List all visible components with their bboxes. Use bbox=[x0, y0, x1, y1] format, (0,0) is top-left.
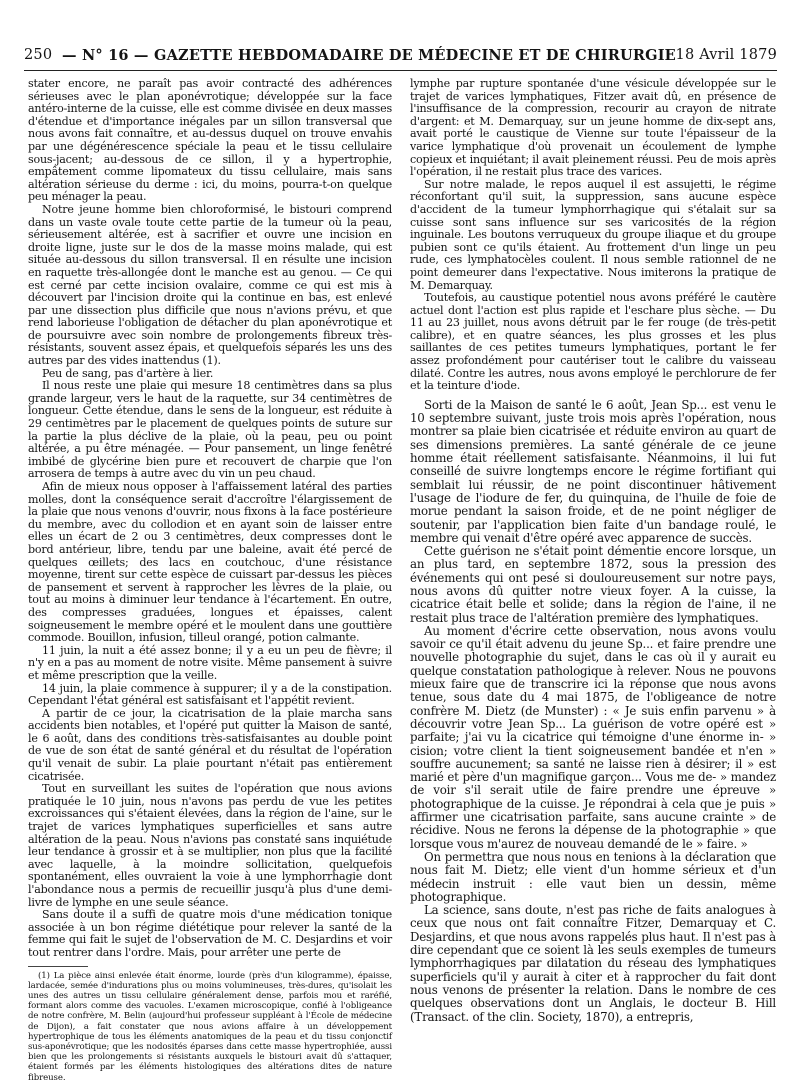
paragraph: On permettra que nous nous en tenions à la déclaration que nous fait M. Dietz; elle vient d'un homme sérieux et d'un médecin instruit : elle vaut bien un dessin, même photographique. bbox=[410, 849, 776, 904]
paragraph: Toutefois, au caustique potentiel nous avons préféré le cautère actuel dont l'action est plus rapide et l'eschare plus sèche. — Du 11 au 23 juillet, nous avons détruit par le fer rouge (de très-petit calibre), et en quatre séances, les plus grosses et les plus saillantes de ces petites tumeurs lymphatiques, portant le fer assez profondément pour cautériser tout le calibre du vaisseau dilaté. Contre les autres, nous avons employé le perchlorure de fer et la teinture d'iode. bbox=[410, 291, 776, 393]
issue-date: 18 Avril 1879 bbox=[675, 47, 777, 63]
page-header bbox=[24, 44, 777, 71]
paragraph: Peu de sang, pas d'artère à lier. bbox=[42, 366, 214, 380]
paragraph: stater encore, ne paraît pas avoir contracté des adhérences sérieuses avec le plan aponévrotique; développée sur la face antéro-interne de la cuisse, elle est comme divisée en deux masses d'étendue et d'importance inégales par un sillon transversal que nous avons fait connaître, et au-dessus duquel on trouve envahis par une dégénérescence spéciale la peau et le tissu cellulaire sous-jacent; au-dessous de ce sillon, il y a hypertrophie, empâtement comme lipomateux du tissu cellulaire, mais sans altération sérieuse du derme : ici, du moins, pourra-t-on quelque peu ménager la peau. bbox=[28, 77, 392, 204]
paragraph: Notre jeune homme bien chloroformisé, le bistouri comprend dans un vaste ovale toute cette partie de la tumeur où la peau, sérieusement altérée, est à sacrifier et ouvre une incision en droite ligne, juste sur le dos de la masse moins malade, qui est située au-dessous du sillon transversal. Il en résulte une incision en raquette très-allongée dont le manche est au genou. — Ce qui est cerné par cette incision ovalaire, comme ce qui est mis à découvert par l'incision droite qui la continue en bas, est enlevé par une dissection plus difficile que nous n'avions prévu, et que rend laborieuse l'obligation de détacher du plan aponévrotique et de poursuivre avec soin nombre de prolongements fibreux très-résistants, souvent assez épais, et quelquefois séparés les uns des autres par des vides inattendus (1). bbox=[28, 202, 392, 368]
paragraph: Sorti de la Maison de santé le 6 août, Jean Sp... est venu le 10 septembre suivant, juste trois mois après l'opération, nous montrer sa plaie bien cicatrisée et réduite environ au quart de ses dimensions premières. La santé générale de ce jeune homme était réellement satisfaisante. Néanmoins, il lui fut conseillé de suivre longtemps encore le régime fortifiant qui semblait lui réussir, de ne point discontinuer hâtivement l'usage de l'iodure de fer, du quinquina, de l'huile de foie de morue pendant la saison froide, et de ne point négliger de soutenir, par l'application bien faite d'un bandage roulé, le membre qui venait d'être opéré avec apparence de succès. bbox=[410, 397, 776, 545]
paragraph: 14 juin, la plaie commence à suppurer; il y a de la constipation. Cependant l'état général est satisfaisant et l'appétit revient. bbox=[28, 681, 392, 708]
paragraph: Cette guérison ne s'était point démentie encore lorsque, un an plus tard, en septembre 1872, sous la pression des événements qui ont pesé si douloureusement sur notre pays, nous avons dû quitter notre vieux foyer. A la cuisse, la cicatrice était belle et solide; dans la région de l'aine, il ne restait plus trace de l'altération première des lymphatiques. bbox=[410, 544, 776, 625]
paragraph: Tout en surveillant les suites de l'opération que nous avions pratiquée le 10 juin, nous n'avons pas perdu de vue les petites excroissances qui s'étaient élevées, dans la région de l'aine, sur le trajet de varices lymphatiques superficielles et sans autre altération de la peau. Nous n'avions pas constaté sans inquiétude leur tendance à grossir et à se multiplier, non plus que la facilité avec laquelle, à la moindre sollicitation, quelquefois spontanément, elles ouvraient la voie à une lymphorrhagie dont l'abondance nous a permis de recueillir jusqu'à plus d'une demi-livre de lymphe en une seule séance. bbox=[28, 782, 392, 909]
journal-title: GAZETTE HEBDOMADAIRE DE MÉDECINE ET DE CHIRURGIE bbox=[154, 47, 676, 64]
footnote-text: (1) La pièce ainsi enlevée était énorme, lourde (près d'un kilogramme), épaisse, lardacée, semée d'indurations plus ou moins volumineuses, très-dures, qu'isolait les unes des autres un tissu cellulaire généralement dense, parfois mou et raréfié, formant alors comme des vacuoles. L'examen microscopique, confié à l'obligeance de notre confrère, M. Belin (aujourd'hui professeur suppléant à l'École de médecine de Dijon), a fait constater que nous avions affaire à un développement hypertrophique de tous les éléments anatomiques de la peau et du tissu conjonctif sus-aponévrotique; que les nodosités éparses dans cette masse hypertrophiée, aussi bien que les prolongements si résistants auxquels le bistouri avait dû s'attaquer, étaient formés par les éléments histologiques des altérations dites de nature fibreuse. bbox=[28, 970, 392, 1083]
right-column bbox=[410, 78, 776, 1024]
footnote bbox=[28, 971, 392, 1083]
paragraph: A partir de ce jour, la cicatrisation de la plaie marcha sans accidents bien notables, et l'opéré put quitter la Maison de santé, le 6 août, dans des conditions très-satisfaisantes au double point de vue de son état de santé général et du résultat de l'opération qu'il venait de subir. La plaie pourtant n'était pas entièrement cicatrisée. bbox=[28, 706, 392, 783]
paragraph: Au moment d'écrire cette observation, nous avons voulu savoir ce qu'il était advenu du jeune Sp... et faire prendre une nouvelle photographie du sujet, dans le cas où il y aurait eu quelque constatation pathologique à relever. Nous ne pouvons mieux faire que de transcrire ici la réponse que nous avons tenue, sous date du 4 mai 1875, de l'obligeance de notre confrère M. Dietz (de Munster) : « Je suis enfin parvenu » à découvrir votre Jean Sp... La guérison de votre opéré est » parfaite; j'ai vu la cicatrice qui témoigne d'une énorme in- » cision; votre client la tient soigneusement bandée et n'en » souffre aucunement; sa santé ne laisse rien à désirer; il » est marié et père d'un magnifique garçon... Vous me de- » mandez de voir s'il serait utile de faire prendre une épreuve » photographique de la cuisse. Je répondrai à cela que je puis » affirmer une cicatrisation parfaite, sans aucune crainte » de récidive. Nous ne ferons la dépense de la photographie » que lorsque vous m'aurez de nouveau demandé de le » faire. » bbox=[410, 623, 776, 851]
paragraph: Il nous reste une plaie qui mesure 18 centimètres dans sa plus grande largeur, vers le haut de la raquette, sur 34 centimètres de longueur. Cette étendue, dans le sens de la longueur, est réduite à 29 centimètres par le placement de quelques points de suture sur la partie la plus déclive de la plaie, où la peau, peu ou point altérée, a pu être ménagée. — Pour pansement, un linge fenêtré imbibé de glycérine bien pure et recouvert de charpie que l'on arrosera de temps à autre avec du vin un peu chaud. bbox=[28, 379, 392, 481]
paragraph: Sans doute il a suffi de quatre mois d'une médication tonique associée à un bon régime diététique pour relever la santé de la femme qui fait le sujet de l'observation de M. C. Desjardins et voir tout rentrer dans l'ordre. Mais, pour arrêter une perte de bbox=[28, 908, 392, 959]
page-number: 250 bbox=[24, 47, 53, 63]
paragraph: 11 juin, la nuit a été assez bonne; il y a eu un peu de fièvre; il n'y en a pas au moment de notre visite. Même pansement à suivre et même prescription que la veille. bbox=[28, 643, 392, 682]
paragraph: Afin de mieux nous opposer à l'affaissement latéral des parties molles, dont la conséquence serait d'accroître l'élargissement de la plaie que nous venons d'ouvrir, nous fixons à la face postérieure du membre, avec du collodion et en ayant soin de laisser entre elles un écart de 2 ou 3 centimètres, deux compresses dont le bord antérieur, libre, tendu par une baleine, avait été percé de quelques œillets; des lacs en coutchouc, d'une résistance moyenne, tirent sur cette espèce de cuissart par-dessus les pièces de pansement et servent à rapprocher les lèvres de la plaie, ou tout au moins à diminuer leur tendance à l'écartement. En outre, des compresses graduées, longues et épaisses, calent soigneusement le membre opéré et le moulent dans une gouttière commode. Bouillon, infusion, tilleul orangé, potion calmante. bbox=[28, 480, 392, 645]
paragraph: Sur notre malade, le repos auquel il est assujetti, le régime réconfortant qu'il suit, la suppression, sans aucune espèce d'accident de la tumeur lymphorrhagique qui s'étalait sur sa cuisse sont sans influence sur ses varicosités de la région inguinale. Les boutons verruqueux du groupe iliaque et du groupe pubien sont ce qu'ils étaient. Au frottement d'un linge un peu rude, ces lymphatocèles coulent. Il nous semble rationnel de ne point demeurer dans l'expectative. Nous imiterons la pratique de M. Demarquay. bbox=[410, 177, 776, 292]
left-column bbox=[28, 78, 392, 1083]
footnote-divider bbox=[28, 966, 88, 967]
issue-number: — N° 16 — bbox=[62, 47, 149, 64]
paragraph: La science, sans doute, n'est pas riche de faits analogues à ceux que nous ont fait connaître Fitzer, Demarquay et C. Desjardins, et que nous avons rappelés plus haut. Il n'est pas à dire cependant que ce soient là les seuls exemples de tumeurs lymphorrhagiques par dilatation du réseau des lymphatiques superficiels qu'il y aurait à citer et à rapprocher du fait dont nous venons de présenter la relation. Dans le nombre de ces quelques observations dont un Anglais, le docteur B. Hill (Transact. of the clin. Society, 1870), a entrepris, bbox=[410, 903, 776, 1024]
paragraph: lymphe par rupture spontanée d'une vésicule développée sur le trajet de varices lymphatiques, Fitzer avait dû, en présence de l'insuffisance de la compression, recourir au crayon de nitrate d'argent: et M. Demarquay, sur un jeune homme de dix-sept ans, avait porté le caustique de Vienne sur toute l'épaisseur de la varice lymphatique d'où provenait un écoulement de lymphe copieux et inquiétant; il avait pleinement réussi. Peu de mois après l'opération, il ne restait plus trace des varices. bbox=[410, 77, 776, 179]
